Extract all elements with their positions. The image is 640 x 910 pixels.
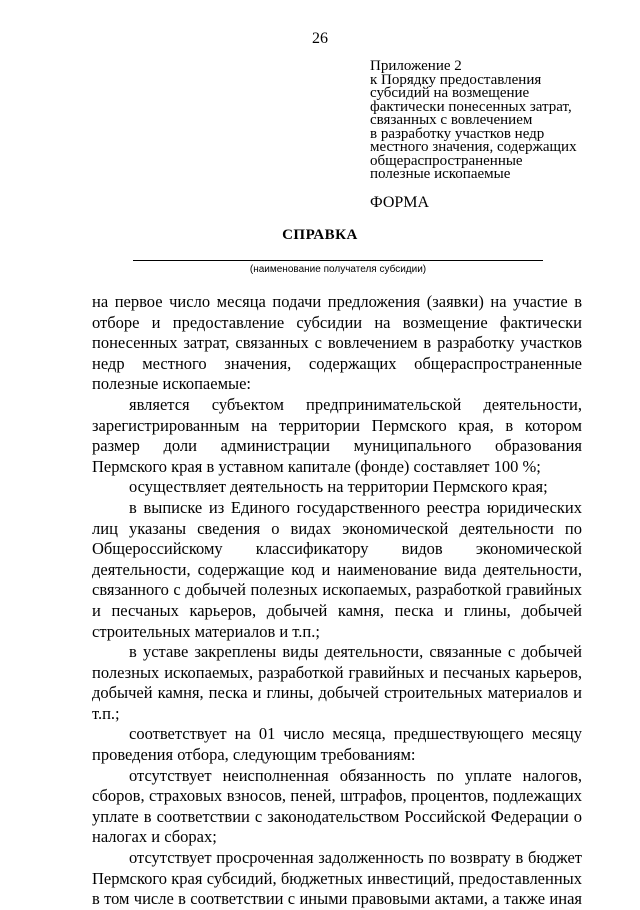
appendix-line: в разработку участков недр [370,125,545,142]
document-body [92,292,582,910]
document-title: СПРАВКА [282,227,358,243]
paragraph: в выписке из Единого государственного реестра юридических лиц указаны сведения о видах экономической деятельности по Общероссийскому классификатору видов экономической деятельности, содержащие код и наименование вида деятельности, связанного с добычей полезных ископаемых, разработкой гравийных и песчаных карьеров, добычей камня, песка и глины, добычей строительных материалов и т.п.; [92,497,582,641]
paragraph: осуществляет деятельность на территории Пермского края; [129,477,548,497]
recipient-caption: (наименование получателя субсидии) [249,264,427,275]
appendix-line: общераспространенные [370,152,523,169]
paragraph: является субъектом предпринимательской деятельности, зарегистрированным на территории Пермского края, в котором размер доли администрации муниципального образования Пермского края в уставном капитале (фонде) составляет 100 %; [92,394,582,476]
paragraph: отсутствует просроченная задолженность по возврату в бюджет Пермского края субсидий, бюджетных инвестиций, предоставленных в том числе в соответствии с иными правовыми актами, а также иная [92,848,582,909]
recipient-name-line [133,260,543,261]
appendix-line: связанных с вовлечением [370,112,533,128]
appendix-line: к Порядку предоставления [370,71,542,88]
form-label: ФОРМА [370,194,430,211]
paragraph: соответствует на 01 число месяца, предшествующего месяцу проведения отбора, следующим требованиям: [92,724,582,765]
appendix-line: Приложение 2 [370,58,462,74]
appendix-header [370,60,630,182]
page-number: 26 [312,30,328,47]
paragraph: в уставе закреплены виды деятельности, связанные с добычей полезных ископаемых, разработкой гравийных и песчаных карьеров, добычей камня, песка и глины, добычей строительных материалов и т.п.; [92,642,582,723]
appendix-line: субсидий на возмещение [370,85,530,101]
paragraph: отсутствует неисполненная обязанность по уплате налогов, сборов, страховых взносов, пеней, штрафов, процентов, подлежащих уплате в соответствии с законодательством Российской Федерации о налогах и сборах; [92,765,582,847]
appendix-line: местного значения, содержащих [370,139,577,155]
paragraph: на первое число месяца подачи предложения (заявки) на участие в отборе и предоставление субсидии на возмещение фактически понесенных затрат, связанных с вовлечением в разработку участков недр местного значения, содержащих общераспространенные полезные ископаемые: [92,292,582,394]
appendix-line: полезные ископаемые [370,166,511,182]
appendix-line: фактически понесенных затрат, [370,98,572,115]
